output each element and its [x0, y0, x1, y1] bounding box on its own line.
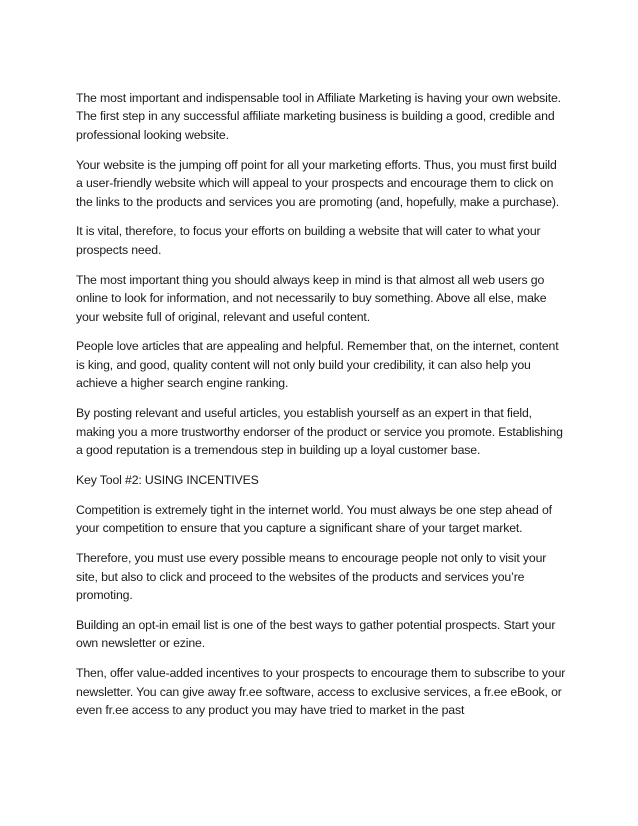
paragraph-website-jumping-off: Your website is the jumping off point for all your marketing efforts. Thus, you must first build a user-friendly website which will appeal to your prospects and encourage them to click on the links to the products and services you are promoting (and, hopefully, make a purchase).	[76, 157, 560, 209]
paragraph-vital-focus: It is vital, therefore, to focus your efforts on building a website that will cater to what your prospects need.	[76, 224, 541, 257]
paragraph-incentives: Then, offer value-added incentives to your prospects to encourage them to subscribe to your newsletter. You can give away fr.ee software, access to exclusive services, a fr.ee eBook, or even fr.ee access to any product you may have tried to market in the past	[76, 666, 566, 717]
document-body	[76, 89, 566, 731]
paragraph-opt-in-list: Building an opt-in email list is one of the best ways to gather potential prospects. Start your own newsletter or ezine.	[76, 617, 556, 651]
paragraph-competition: Competition is extremely tight in the internet world. You must always be one step ahead of your competition to ensure that you capture a significant share of your target market.	[76, 502, 552, 536]
paragraph-intro: The most important and indispensable tool in Affiliate Marketing is having your own website. The first step in any successful affiliate marketing business is building a good, credible and professional looking website.	[76, 91, 561, 142]
section-heading-key-tool-2: Key Tool #2: USING INCENTIVES	[76, 472, 259, 487]
paragraph-posting-articles: By posting relevant and useful articles, you establish yourself as an expert in that field, making you a more trustworthy endorser of the product or service you promote. Establishing a good reputation is a tremendous step in building up a loyal customer base.	[76, 406, 563, 457]
paragraph-therefore: Therefore, you must use every possible means to encourage people not only to visit your site, but also to click and proceed to the websites of the products and services you’re promoting.	[76, 551, 547, 602]
paragraph-people-love-articles: People love articles that are appealing and helpful. Remember that, on the internet, content is king, and good, quality content will not only build your credibility, it can also help you achieve a higher search engine ranking.	[76, 339, 559, 391]
paragraph-important-thing: The most important thing you should always keep in mind is that almost all web users go online to look for information, and not necessarily to buy something. Above all else, make your website full of original, relevant and useful content.	[76, 272, 547, 324]
